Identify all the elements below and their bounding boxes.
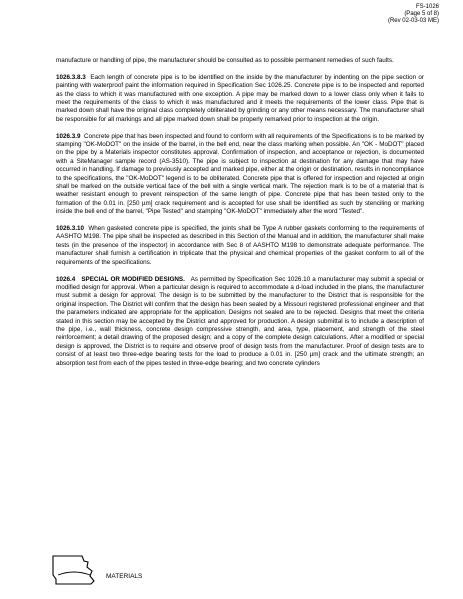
intro-paragraph: manufacture or handling of pipe, the manufacturer should be consulted as to possible permanent remedies of such faults.: [56, 57, 394, 64]
section-1026-3-8-3: [56, 74, 424, 124]
section-text: Each length of concrete pipe is to be identified on the inside by the manufacturer by indenting on the pipe section or painting with waterproof paint the information required in Specification Sec 1026.25. Concrete pipe is to be inspected and reported as the class to which it was manufactured with one exception. A pipe may be marked down to a lower class only when it fails to meet the requirements of the class to which it was manufactured and it meets the requirements of the lower class. Pipe that is marked down shall have the original class completely obliterated by grinding or any other means necessary. The manufacturer shall be responsible for all markings and all pipe marked down shall be properly remarked prior to inspection at the origin.: [56, 73, 425, 123]
footer-label: MATERIALS: [106, 572, 143, 580]
document-body: [56, 57, 424, 376]
page-number: (Page 5 of 8): [404, 11, 439, 17]
section-text: When gasketed concrete pipe is specified, the joints shall be Type A rubber gaskets conforming to the requirements of AASHTO M198. The pipe shall be inspected as described in this Section of the Manual and in addition, the manufacturer shall make tests (in the presence of the inspector) in accordance with Sec 8 of AASHTO M198 to demonstrate adequate performance. The manufacturer shall furnish a certification in triplicate that the physical and chemical properties of the gasket conform to all of the requirements of the specifications.: [56, 225, 424, 266]
section-text: Concrete pipe that has been inspected and found to conform with all requirements of the Specifications is to be marked by stamping "OK-MoDOT" on the inside of the barrel, in the bell end, near the class marking when possible. An "OK - MoDOT" placed on the pipe by a Materials inspector constitutes approval. Confirmation of inspection, and acceptance or rejection, is documented with a SiteManager sample record (AS-3510). The pipe is subject to inspection at destination for any damage that may have occurred in handling. If damage to previously accepted and marked pipe, either at the origin or destination, results in noncompliance to the specifications, the "OK-MoDOT" legend is to be obliterated. Concrete pipe that is offered for inspection and rejected at origin shall be marked on the outside vertical face of the bell with a single vertical mark. The rejection mark is to be of a material that is weather resistant enough to prevent reinspection of the same length of pipe. Concrete pipe that has been tested only to the formation of the 0.01 in. [250 µm] crack requirement and is accepted for use shall be identified as such by stenciling or marking inside the bell end of the barrel, "Pipe Tested" and stamping "OK-MoDOT" immediately after the word "Tested".: [56, 132, 424, 216]
section-number: 1026.3.10: [56, 225, 85, 233]
section-1026-4: [56, 276, 424, 368]
section-number: 1026.4: [56, 275, 76, 283]
section-1026-3-10: [56, 225, 424, 267]
section-title: SPECIAL OR MODIFIED DESIGNS.: [81, 275, 185, 283]
revision-date: (Rev 02-03-03 ME): [387, 18, 439, 24]
document-reference: [388, 4, 439, 25]
section-1026-3-9: [56, 133, 424, 217]
section-number: 1026.3.8.3: [56, 73, 86, 81]
form-number: FS-1026: [415, 4, 439, 10]
modot-logo-icon: [50, 553, 98, 587]
section-number: 1026.3.9: [56, 132, 81, 140]
section-text: As permitted by Specification Sec 1026.10 a manufacturer may submit a special or modified design for approval. When a particular design is required to accommodate a d-load included in the plans, the manufacturer must submit a design for approval. The design is to be submitted by the manufacturer to the District that is responsible for the original inspection. The District will confirm that the design has been sealed by a Missouri registered professional engineer and that the parameters indicated are appropriate for the application. Designs not sealed are to be rejected. Designs that meet the criteria stated in this section may be accepted by the District and approved for production. A design submittal is to include a description of the pipe, i.e., wall thickness, concrete design compressive strength, and area, type, placement, and strength of the steel reinforcement; a detail drawing of the proposed design; and a copy of the complete design calculations. After a modified or special design is approved, the District is to require and observe proof of design tests from the manufacturer. Proof of design tests are to consist of at least two three-edge bearing tests for the load to produce a 0.01 in. [250 µm] crack and the ultimate strength; an absorption test from each of the pipes tested in three-edge bearing; and two concrete cylinders: [56, 275, 425, 367]
page-footer: [50, 553, 142, 587]
